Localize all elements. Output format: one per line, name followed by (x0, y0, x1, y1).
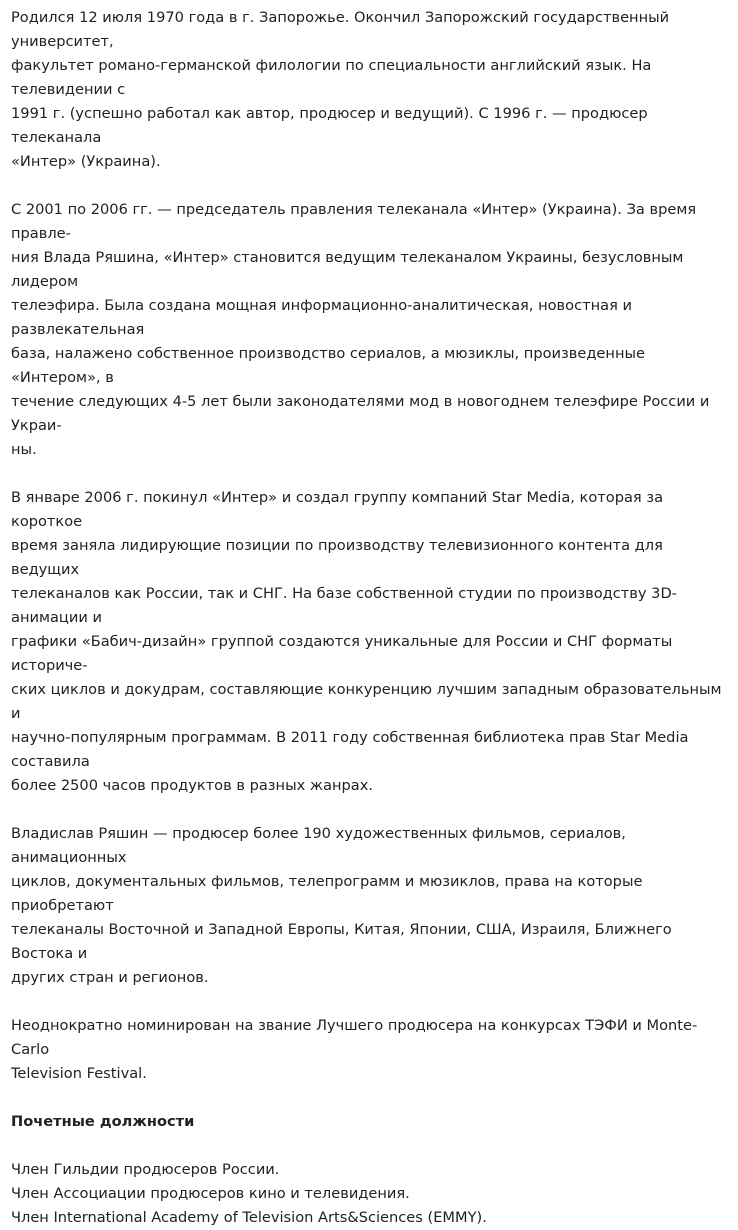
paragraph-spacer (11, 990, 727, 1014)
paragraph-spacer (11, 1086, 727, 1110)
honors-item-producers-association: Член Ассоциации продюсеров кино и телевидения. (11, 1185, 410, 1202)
paragraph-spacer (11, 798, 727, 822)
paragraph-star-media: В январе 2006 г. покинул «Интер» и создал группу компаний Star Media, которая за короткое время заняла лидирующие позиции по производству телевизионного контента для ведущих телеканалов как России, так и СНГ. На базе собственной студии по производству 3D-анимации и графики «Бабич-дизайн» группой создаются уникальные для России и СНГ форматы историче- ских циклов и докудрам, составляющие конкуренцию лучшим западным образовательным и научно-популярным программам. В 2011 году собственная библиотека прав Star Media составила более 2500 часов продуктов в разных жанрах. (11, 489, 722, 794)
paragraph-spacer (11, 174, 727, 198)
paragraph-nominations: Неоднократно номинирован на звание Лучшего продюсера на конкурсах ТЭФИ и Monte-Carlo Television Festival. (11, 1017, 698, 1082)
paragraph-biography: Родился 12 июля 1970 года в г. Запорожье. Окончил Запорожский государственный университет, факультет романо-германской филологии по специальности английский язык. На телевидении с 1991 г. (успешно работал как автор, продюсер и ведущий). С 1996 г. — продюсер телеканала «Интер» (Украина). (11, 9, 670, 170)
honors-item-emmy-academy: Член International Academy of Television Arts&Sciences (EMMY). (11, 1209, 487, 1226)
paragraph-spacer (11, 462, 727, 486)
honors-heading: Почетные должности (11, 1113, 195, 1130)
paragraph-inter-chairman: С 2001 по 2006 гг. — председатель правления телеканала «Интер» (Украина). За время правле- ния Влада Ряшина, «Интер» становится ведущим телеканалом Украины, безусловным лидером телеэфира. Была создана мощная информационно-аналитическая, новостная и развлекательная база, налажено собственное производство сериалов, а мюзиклы, произведенные «Интером», в течение следующих 4-5 лет были законодателями мод в новогоднем телеэфире России и Украи- ны. (11, 201, 710, 458)
article-body (11, 6, 727, 1230)
honors-item-producers-guild: Член Гильдии продюсеров России. (11, 1161, 280, 1178)
paragraph-producer-works: Владислав Ряшин — продюсер более 190 художественных фильмов, сериалов, анимационных циклов, документальных фильмов, телепрограмм и мюзиклов, права на которые приобретают телеканалы Восточной и Западной Европы, Китая, Японии, США, Израиля, Ближнего Востока и других стран и регионов. (11, 825, 672, 986)
paragraph-spacer (11, 1134, 727, 1158)
